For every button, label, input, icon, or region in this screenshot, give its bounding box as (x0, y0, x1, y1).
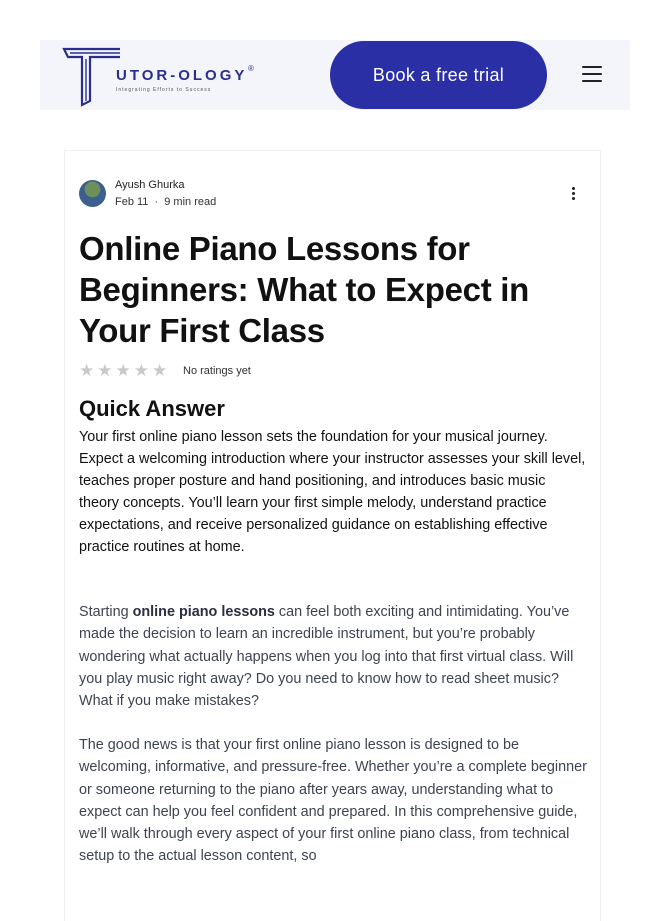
logo-tagline: Integrating Efforts to Success (116, 87, 212, 93)
intro-text-after: can feel both exciting and intimidating. You’ve made the decision to learn an incredible instrument, but you’re probably wondering what actually happens when you log into that first virtual class. Will you play music right away? Do you need to know how to read sheet music? What if you make mistakes? (79, 604, 574, 710)
logo-wordmark: UTOR-OLOGY (116, 67, 248, 84)
site-header (40, 40, 630, 110)
more-options-icon[interactable] (572, 187, 576, 202)
rating-status: No ratings yet (183, 365, 251, 377)
logo-mark-icon (60, 43, 120, 107)
author-avatar[interactable] (79, 180, 106, 207)
second-paragraph: The good news is that your first online piano lesson is designed to be welcoming, informative, and pressure-free. Whether you’re a complete beginner or someone returning to the piano after years away, understanding what to expect can help you feel confident and prepared. In this comprehensive guide, we’ll walk through every aspect of your first online piano class, from technical setup to the actual lesson content, so (79, 737, 587, 865)
meta-separator: · (154, 196, 159, 208)
post-date: Feb 11 (115, 196, 149, 208)
book-free-trial-button[interactable]: Book a free trial (330, 41, 547, 109)
quick-answer-body: Your first online piano lesson sets the foundation for your musical journey. Expect a welcoming introduction where your instructor assesses your skill level, teaches proper posture and hand positioning, and introduces basic music theory concepts. You’ll learn your first simple melody, understand practice expectations, and receive personalized guidance on establishing effective practice routines at home. (79, 429, 586, 555)
intro-paragraph (79, 601, 589, 712)
star-icon[interactable]: ★ (152, 361, 168, 380)
intro-text-before: Starting (79, 604, 133, 620)
star-icon[interactable]: ★ (115, 361, 131, 380)
quick-answer-heading: Quick Answer (79, 396, 225, 421)
author-name[interactable]: Ayush Ghurka (115, 179, 185, 191)
logo-registered-mark: ® (248, 64, 254, 73)
star-icon[interactable]: ★ (79, 361, 95, 380)
post-meta (115, 196, 216, 208)
rating-stars[interactable] (79, 362, 167, 379)
menu-icon[interactable] (582, 66, 602, 84)
read-time: 9 min read (164, 196, 217, 208)
star-icon[interactable]: ★ (97, 361, 113, 380)
post-title: Online Piano Lessons for Beginners: What to Expect in Your First Class (79, 230, 529, 349)
star-icon[interactable]: ★ (133, 361, 149, 380)
online-piano-lessons-link[interactable]: online piano lessons (132, 604, 275, 620)
tutorology-logo[interactable] (60, 43, 260, 107)
